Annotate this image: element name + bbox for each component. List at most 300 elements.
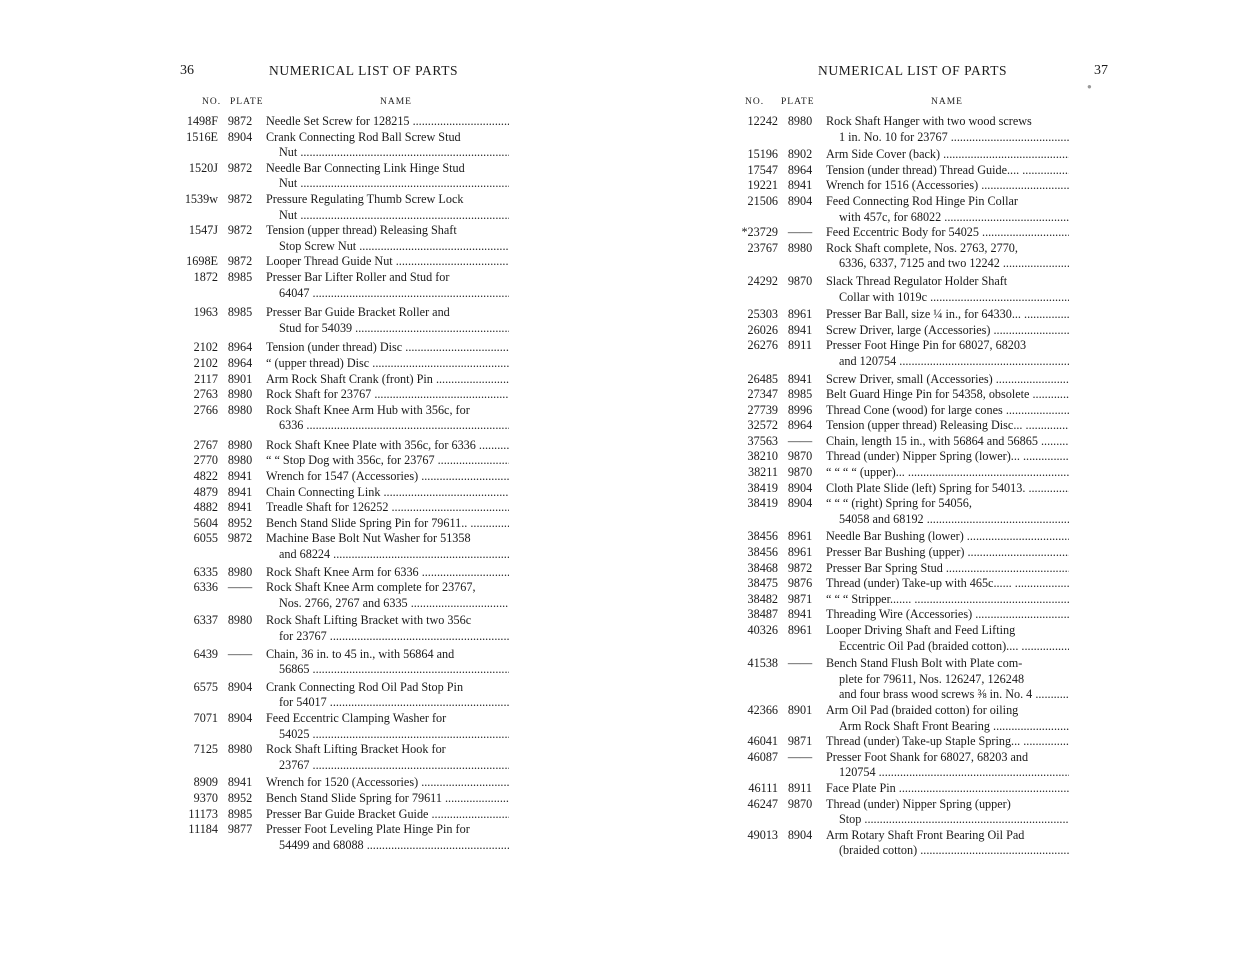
- table-row: [734, 656, 1069, 703]
- part-name: [826, 372, 1069, 388]
- part-name: [266, 500, 509, 516]
- table-row: [174, 647, 509, 678]
- table-row: [174, 680, 509, 711]
- column-header-name: NAME: [380, 97, 412, 107]
- table-row: [734, 623, 1069, 654]
- part-name-line: “ “ “ Stripper....... .....: [826, 592, 1069, 608]
- plate-number: 8980: [227, 387, 253, 402]
- part-name-line: Presser Foot Shank for 68027, 68203 and: [826, 749, 1029, 764]
- part-name: [826, 576, 1069, 592]
- part-name: [266, 822, 509, 853]
- table-row: [734, 561, 1069, 577]
- part-name-continuation: 1 in. No. 10 for 23767 .....: [826, 130, 1069, 146]
- page-number-left: 36: [180, 63, 194, 78]
- part-name-continuation: Stop .....: [826, 812, 1069, 828]
- part-name-line: Rock Shaft Hanger with two wood screws: [826, 114, 1032, 128]
- part-name: [826, 481, 1069, 497]
- part-name: [266, 647, 509, 678]
- part-name: [826, 734, 1069, 750]
- part-name: [266, 254, 509, 270]
- part-number: 42366: [747, 702, 778, 717]
- column-header-plate: PLATE: [781, 97, 815, 107]
- part-name-line: Bench Stand Slide Spring Pin for 79611.. .....: [266, 516, 509, 532]
- column-header-name: NAME: [931, 97, 963, 107]
- plate-number: 9871: [787, 734, 813, 749]
- part-name-continuation: plete for 79611, Nos. 126247, 126248: [839, 671, 1025, 686]
- part-name: [826, 781, 1069, 797]
- part-number: 1520J: [188, 160, 218, 175]
- plate-number: 8904: [227, 710, 253, 725]
- plate-number: 8985: [227, 269, 253, 284]
- part-number: 12242: [747, 114, 778, 128]
- part-number: 27347: [747, 387, 778, 402]
- part-name-line: Rock Shaft complete, Nos. 2763, 2770,: [826, 240, 1018, 255]
- plate-number: 8961: [787, 529, 813, 544]
- plate-number: ——: [787, 749, 813, 764]
- part-name: [266, 711, 509, 742]
- part-number: 26485: [747, 371, 778, 386]
- table-row: [174, 807, 509, 823]
- table-row: [174, 372, 509, 388]
- part-name-line: Needle Bar Bushing (lower) .....: [826, 529, 1069, 545]
- table-row: [174, 223, 509, 254]
- part-number: 5604: [193, 515, 218, 530]
- part-name-continuation: Arm Rock Shaft Front Bearing .....: [826, 719, 1069, 735]
- part-name: [826, 607, 1069, 623]
- plate-number: 8980: [227, 564, 253, 579]
- part-name: [826, 434, 1069, 450]
- part-name-continuation: and 68224 .....: [266, 547, 509, 563]
- part-number: 41538: [747, 656, 778, 671]
- part-number: 6336: [193, 580, 218, 595]
- plate-number: 8985: [227, 806, 253, 821]
- part-number: 1498F: [186, 114, 218, 128]
- plate-number: 8911: [788, 338, 812, 353]
- table-row: [734, 194, 1069, 225]
- table-row: [174, 580, 509, 611]
- table-row: [734, 734, 1069, 750]
- part-number: 38419: [747, 480, 778, 495]
- part-name: [826, 194, 1069, 225]
- part-number: 38456: [747, 545, 778, 560]
- part-name-line: Slack Thread Regulator Holder Shaft: [826, 273, 1008, 288]
- part-name-line: Crank Connecting Rod Oil Pad Stop Pin: [266, 679, 464, 694]
- plate-number: ——: [787, 225, 813, 240]
- table-row: [174, 403, 509, 434]
- part-name: [826, 797, 1069, 828]
- part-name-line: Needle Bar Connecting Link Hinge Stud: [266, 160, 465, 175]
- table-row: [734, 338, 1069, 369]
- part-name: [266, 223, 509, 254]
- plate-number: 8980: [227, 453, 253, 468]
- plate-number: 8964: [227, 355, 253, 370]
- part-name: [266, 680, 509, 711]
- part-name: [826, 403, 1069, 419]
- table-row: [734, 828, 1069, 859]
- plate-number: ——: [787, 433, 813, 448]
- part-name-line: Face Plate Pin .....: [826, 781, 1069, 797]
- part-name-line: Wrench for 1516 (Accessories) .....: [826, 178, 1069, 194]
- part-name-continuation: 56865 .....: [266, 662, 509, 678]
- part-name-continuation: Nut .....: [266, 208, 509, 224]
- part-name-line: Presser Bar Spring Stud .....: [826, 561, 1069, 577]
- plate-number: ——: [787, 656, 813, 671]
- part-name: [266, 453, 509, 469]
- plate-number: 9872: [787, 560, 813, 575]
- table-row: [734, 576, 1069, 592]
- part-name-line: Screw Driver, small (Accessories) .....: [826, 372, 1069, 388]
- part-number: 38468: [747, 560, 778, 575]
- part-number: 11184: [188, 822, 218, 837]
- table-row: [734, 274, 1069, 305]
- part-name: [266, 305, 509, 336]
- part-name-line: Chain Connecting Link .....: [266, 485, 509, 501]
- plate-number: 8952: [227, 515, 253, 530]
- plate-number: 8911: [788, 780, 812, 795]
- plate-number: 8904: [787, 193, 813, 208]
- part-name-line: Rock Shaft Lifting Bracket with two 356c: [266, 613, 472, 628]
- part-name: [266, 469, 509, 485]
- part-number: 1516E: [186, 129, 218, 144]
- part-name: [826, 307, 1069, 323]
- page-title-right: NUMERICAL LIST OF PARTS: [818, 63, 1008, 78]
- table-row: [174, 565, 509, 581]
- part-number: 2767: [193, 437, 218, 452]
- part-name: [826, 338, 1069, 369]
- part-name-line: Thread Cone (wood) for large cones .....: [826, 403, 1069, 419]
- part-number: 2770: [193, 453, 218, 468]
- part-number: 6055: [193, 531, 218, 546]
- table-row: [734, 592, 1069, 608]
- part-name-line: Presser Bar Ball, size ¼ in., for 64330... .....: [826, 307, 1069, 323]
- part-number: 38419: [747, 496, 778, 511]
- part-number: 7071: [193, 710, 218, 725]
- table-row: [734, 545, 1069, 561]
- right-page: [617, 0, 1235, 954]
- plate-number: 8985: [227, 305, 253, 320]
- part-name-line: Tension (upper thread) Releasing Disc... .....: [826, 418, 1069, 434]
- table-row: [734, 147, 1069, 163]
- table-row: [734, 114, 1069, 145]
- table-row: [174, 254, 509, 270]
- plate-number: 8941: [227, 500, 253, 515]
- part-name-line: Wrench for 1547 (Accessories) .....: [266, 469, 509, 485]
- part-number: 38475: [747, 576, 778, 591]
- part-number: 4879: [193, 484, 218, 499]
- part-name: [266, 807, 509, 823]
- part-name-continuation: Nut .....: [266, 176, 509, 192]
- part-name-line: Presser Bar Guide Bracket Guide .....: [266, 807, 509, 823]
- plate-number: 8941: [227, 775, 253, 790]
- part-name-continuation: and 120754 .....: [826, 354, 1069, 370]
- part-name-line: Feed Connecting Rod Hinge Pin Collar: [826, 193, 1018, 208]
- left-page: [0, 0, 617, 954]
- plate-number: 8941: [227, 469, 253, 484]
- part-name: [266, 516, 509, 532]
- table-row: [174, 531, 509, 562]
- part-name-continuation: Stud for 54039 .....: [266, 321, 509, 337]
- part-name-continuation: Nut .....: [266, 145, 509, 161]
- part-name: [826, 387, 1069, 403]
- table-row: [734, 529, 1069, 545]
- part-name: [826, 496, 1069, 527]
- plate-number: 9872: [227, 160, 253, 175]
- table-row: [174, 742, 509, 773]
- table-row: [734, 178, 1069, 194]
- part-name-line: Arm Oil Pad (braided cotton) for oiling: [826, 702, 1019, 717]
- part-name-line: Thread (under) Nipper Spring (upper): [826, 796, 1011, 811]
- part-name: [266, 403, 509, 434]
- plate-number: 8980: [227, 402, 253, 417]
- column-header-no: NO.: [202, 97, 222, 107]
- table-row: [174, 453, 509, 469]
- part-name-continuation: 54058 and 68192 .....: [826, 512, 1069, 528]
- part-name-line: Bench Stand Slide Spring for 79611 .....: [266, 791, 509, 807]
- part-name-continuation: 23767 .....: [266, 758, 509, 774]
- part-name-line: Chain, length 15 in., with 56864 and 56865 .....: [826, 434, 1069, 450]
- part-name: [266, 775, 509, 791]
- part-name-line: Treadle Shaft for 126252 .....: [266, 500, 509, 516]
- part-name-continuation: Eccentric Oil Pad (braided cotton).... .....: [826, 639, 1069, 655]
- part-name: [826, 225, 1069, 241]
- part-name: [266, 161, 509, 192]
- part-name-line: Thread (under) Take-up with 465c...... .....: [826, 576, 1069, 592]
- part-number: 6575: [193, 679, 218, 694]
- part-name-line: Needle Set Screw for 128215 .....: [266, 114, 509, 130]
- part-name-line: “ “ “ (right) Spring for 54056,: [826, 496, 972, 511]
- part-number: 38456: [747, 529, 778, 544]
- part-name: [266, 130, 509, 161]
- table-row: [174, 387, 509, 403]
- table-row: [174, 130, 509, 161]
- part-number: 37563: [747, 433, 778, 448]
- plate-number: 8941: [787, 322, 813, 337]
- part-name: [266, 742, 509, 773]
- part-name: [826, 828, 1069, 859]
- part-name-line: Wrench for 1520 (Accessories) .....: [266, 775, 509, 791]
- part-name-continuation: 54025 .....: [266, 727, 509, 743]
- table-row: [174, 822, 509, 853]
- plate-number: 8904: [227, 129, 253, 144]
- plate-number: 8980: [787, 114, 813, 128]
- part-name-line: Screw Driver, large (Accessories) .....: [826, 323, 1069, 339]
- plate-number: 8985: [787, 387, 813, 402]
- part-name: [266, 613, 509, 644]
- part-name-line: Thread (under) Take-up Staple Spring... .....: [826, 734, 1069, 750]
- part-name-line: Presser Bar Bushing (upper) .....: [826, 545, 1069, 561]
- table-row: [734, 241, 1069, 272]
- part-number: 46041: [747, 734, 778, 749]
- part-number: 46247: [747, 796, 778, 811]
- part-number: 2763: [193, 387, 218, 402]
- part-name: [826, 163, 1069, 179]
- table-row: [734, 750, 1069, 781]
- part-number: 23767: [747, 240, 778, 255]
- plate-number: 8904: [227, 679, 253, 694]
- part-name: [266, 485, 509, 501]
- part-name: [826, 703, 1069, 734]
- part-name-line: Looper Driving Shaft and Feed Lifting: [826, 623, 1016, 637]
- part-name-line: Presser Bar Guide Bracket Roller and: [266, 305, 450, 320]
- plate-number: 8996: [787, 402, 813, 417]
- part-name-continuation: and four brass wood screws ⅜ in. No. 4 .....: [826, 687, 1069, 703]
- part-number: 6335: [193, 564, 218, 579]
- part-number: 46087: [747, 749, 778, 764]
- part-number: 6337: [193, 613, 218, 628]
- part-name-continuation: 6336, 6337, 7125 and two 12242 .....: [826, 256, 1069, 272]
- part-name: [826, 545, 1069, 561]
- part-name-line: Pressure Regulating Thumb Screw Lock: [266, 191, 464, 206]
- table-row: [174, 270, 509, 301]
- part-name-line: Bench Stand Flush Bolt with Plate com-: [826, 656, 1023, 671]
- part-name: [826, 750, 1069, 781]
- column-header-no: NO.: [745, 97, 765, 107]
- plate-number: 8902: [787, 147, 813, 162]
- part-number: 26276: [747, 338, 778, 353]
- part-name-continuation: 6336 .....: [266, 418, 509, 434]
- part-name-continuation: (braided cotton) .....: [826, 843, 1069, 859]
- part-number: 24292: [747, 273, 778, 288]
- part-name: [826, 592, 1069, 608]
- table-row: [174, 192, 509, 223]
- plate-number: 8964: [787, 162, 813, 177]
- part-number: 2117: [194, 371, 218, 386]
- plate-number: 8961: [787, 307, 813, 322]
- plate-number: 8980: [227, 437, 253, 452]
- plate-number: 8964: [787, 418, 813, 433]
- part-name: [266, 114, 509, 130]
- part-name-line: Feed Eccentric Clamping Washer for: [266, 710, 447, 725]
- part-name: [266, 580, 509, 611]
- table-row: [734, 449, 1069, 465]
- table-row: [734, 496, 1069, 527]
- plate-number: ——: [227, 646, 253, 661]
- part-number: 32572: [747, 418, 778, 433]
- part-name-continuation: 120754 .....: [826, 765, 1069, 781]
- plate-number: 9872: [227, 114, 253, 128]
- table-row: [734, 434, 1069, 450]
- part-number: 40326: [747, 623, 778, 637]
- plate-number: 9872: [227, 531, 253, 546]
- part-number: 38210: [747, 449, 778, 464]
- part-name: [826, 623, 1069, 654]
- part-number: *23729: [741, 225, 778, 240]
- part-name-line: Cloth Plate Slide (left) Spring for 54013. .....: [826, 481, 1069, 497]
- part-number: 2766: [193, 402, 218, 417]
- table-row: [734, 403, 1069, 419]
- part-name: [826, 465, 1069, 481]
- part-number: 25303: [747, 307, 778, 322]
- plate-number: 8901: [227, 371, 253, 386]
- part-name-line: Chain, 36 in. to 45 in., with 56864 and: [266, 646, 455, 661]
- part-name: [826, 529, 1069, 545]
- part-number: 38482: [747, 591, 778, 606]
- plate-number: 9871: [787, 591, 813, 606]
- table-row: [734, 797, 1069, 828]
- table-row: [174, 711, 509, 742]
- part-name: [826, 241, 1069, 272]
- part-name: [266, 531, 509, 562]
- table-row: [174, 340, 509, 356]
- part-name-continuation: 54499 and 68088 .....: [266, 838, 509, 854]
- part-name-line: Tension (under thread) Thread Guide.... .....: [826, 163, 1069, 179]
- part-name-continuation: 64047 .....: [266, 286, 509, 302]
- scan-speck: ●: [1087, 82, 1092, 91]
- part-name-continuation: with 457c, for 68022 .....: [826, 210, 1069, 226]
- table-row: [734, 225, 1069, 241]
- part-number: 1698E: [186, 254, 218, 269]
- page-number-right: 37: [1094, 63, 1108, 78]
- part-number: 38211: [747, 465, 778, 480]
- table-row: [174, 791, 509, 807]
- part-name: [266, 270, 509, 301]
- part-number: 1963: [193, 305, 218, 320]
- part-number: 4882: [193, 500, 218, 515]
- table-row: [174, 114, 509, 130]
- part-number: 9370: [193, 790, 218, 805]
- part-name-line: Thread (under) Nipper Spring (lower)... .....: [826, 449, 1069, 465]
- plate-number: 9872: [227, 254, 253, 269]
- part-number: 46111: [748, 780, 778, 795]
- part-name-line: Rock Shaft Knee Arm complete for 23767,: [266, 580, 476, 595]
- table-row: [174, 485, 509, 501]
- column-header-plate: PLATE: [230, 97, 264, 107]
- part-name-line: Presser Foot Leveling Plate Hinge Pin for: [266, 822, 470, 837]
- table-row: [734, 465, 1069, 481]
- table-row: [174, 305, 509, 336]
- part-name: [826, 147, 1069, 163]
- plate-number: 8961: [787, 623, 813, 637]
- part-name-line: Rock Shaft Knee Plate with 356c, for 6336 .....: [266, 438, 509, 454]
- part-number: 49013: [747, 827, 778, 842]
- part-name-line: Presser Foot Hinge Pin for 68027, 68203: [826, 338, 1027, 353]
- part-number: 2102: [193, 340, 218, 355]
- part-number: 38487: [747, 607, 778, 622]
- part-name: [826, 561, 1069, 577]
- table-row: [734, 372, 1069, 388]
- plate-number: 8980: [787, 240, 813, 255]
- part-name-continuation: Collar with 1019c .....: [826, 290, 1069, 306]
- plate-number: 8961: [787, 545, 813, 560]
- part-name: [826, 114, 1069, 145]
- part-name: [826, 418, 1069, 434]
- part-name: [826, 323, 1069, 339]
- plate-number: 9870: [787, 273, 813, 288]
- part-name-line: Feed Eccentric Body for 54025 .....: [826, 225, 1069, 241]
- part-number: 11173: [188, 806, 218, 821]
- part-name: [266, 192, 509, 223]
- part-name: [266, 372, 509, 388]
- plate-number: 8980: [227, 613, 253, 628]
- table-row: [734, 418, 1069, 434]
- plate-number: 9870: [787, 449, 813, 464]
- part-name-line: “ “ Stop Dog with 356c, for 23767 .....: [266, 453, 509, 469]
- part-name-line: Arm Rotary Shaft Front Bearing Oil Pad: [826, 827, 1025, 842]
- part-name: [266, 387, 509, 403]
- plate-number: 8941: [787, 371, 813, 386]
- part-number: 17547: [747, 162, 778, 177]
- part-name-continuation: Nos. 2766, 2767 and 6335 .....: [266, 596, 509, 612]
- table-row: [734, 323, 1069, 339]
- plate-number: 8964: [227, 340, 253, 355]
- part-number: 4822: [193, 469, 218, 484]
- table-row: [174, 469, 509, 485]
- parts-table-left: [174, 114, 509, 853]
- plate-number: 8901: [787, 702, 813, 717]
- part-number: 1547J: [188, 223, 218, 238]
- part-name: [266, 791, 509, 807]
- page-title-left: NUMERICAL LIST OF PARTS: [269, 63, 459, 78]
